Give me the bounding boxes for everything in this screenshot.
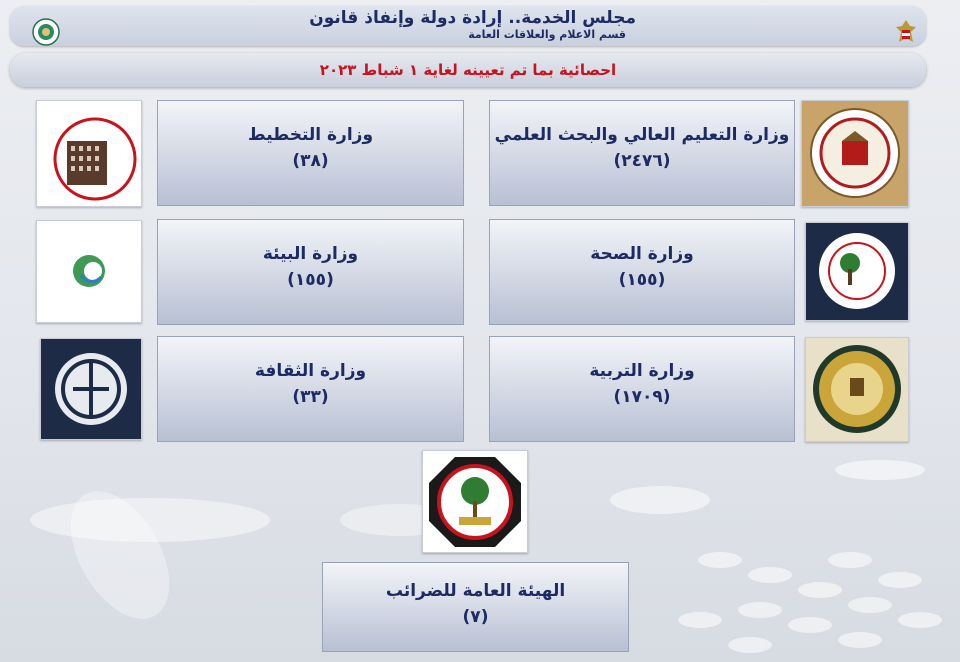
planning-building-icon	[37, 101, 141, 206]
health-tree-icon	[806, 223, 908, 320]
higher-education-seal-icon	[802, 101, 908, 206]
card-culture	[157, 336, 464, 442]
card-health	[489, 219, 795, 325]
header-subtitle: قسم الاعلام والعلاقات العامة	[468, 28, 626, 41]
council-emblem-icon	[32, 18, 60, 46]
tax-authority-logo	[422, 450, 528, 553]
education-logo	[805, 337, 909, 442]
card-higher-education-name: وزارة التعليم العالي والبحث العلمي	[494, 125, 790, 145]
card-culture-count: (٣٣)	[292, 387, 329, 407]
card-tax-authority-name: الهيئة العامة للضرائب	[385, 581, 566, 601]
card-tax-authority	[322, 562, 629, 652]
card-higher-education-count: (٢٤٧٦)	[613, 151, 671, 171]
card-environment-count: (١٥٥)	[287, 270, 334, 290]
card-culture-name: وزارة الثقافة	[254, 361, 367, 381]
card-higher-education	[489, 100, 795, 206]
culture-logo	[40, 338, 142, 440]
higher-education-logo	[801, 100, 909, 207]
planning-logo	[36, 100, 142, 207]
card-planning	[157, 100, 464, 206]
header-title: مجلس الخدمة.. إرادة دولة وإنفاذ قانون	[309, 8, 636, 28]
environment-logo	[36, 220, 142, 323]
card-education	[489, 336, 795, 442]
tax-authority-tree-icon	[423, 451, 527, 552]
statistics-banner: احصائية بما تم تعيينه لغاية ١ شباط ٢٠٢٣	[10, 53, 926, 87]
iraq-eagle-emblem-icon	[894, 18, 918, 48]
culture-emblem-icon	[41, 339, 141, 439]
health-logo	[805, 222, 909, 321]
education-seal-icon	[806, 338, 908, 441]
card-education-count: (١٧٠٩)	[613, 387, 671, 407]
card-tax-authority-count: (٧)	[462, 607, 489, 627]
card-planning-name: وزارة التخطيط	[247, 125, 374, 145]
card-environment	[157, 219, 464, 325]
environment-leaf-icon	[37, 221, 141, 322]
card-health-name: وزارة الصحة	[590, 244, 694, 264]
card-planning-count: (٣٨)	[292, 151, 329, 171]
header-banner	[10, 6, 926, 46]
card-health-count: (١٥٥)	[618, 270, 666, 290]
card-education-name: وزارة التربية	[589, 361, 695, 381]
card-environment-name: وزارة البيئة	[262, 244, 359, 264]
